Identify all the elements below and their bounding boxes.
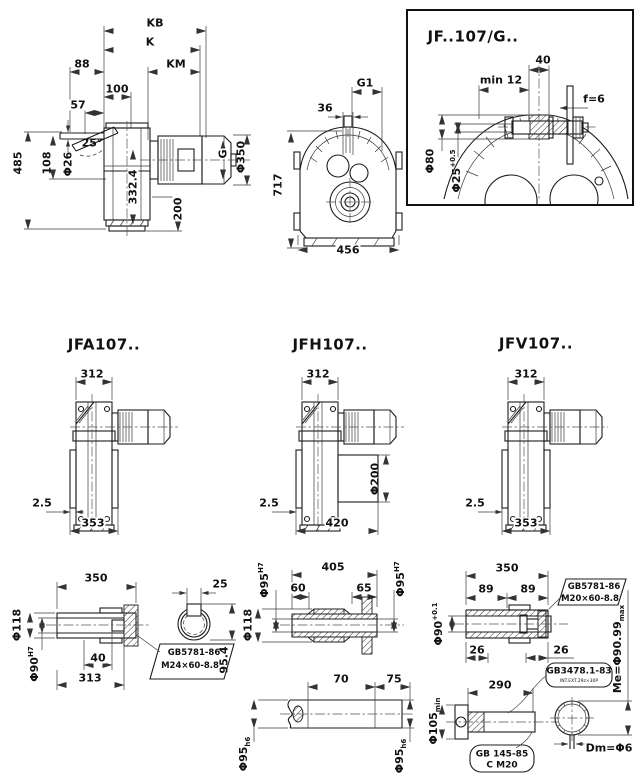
dim-108: 108: [40, 151, 54, 175]
dim-350: 350: [84, 571, 108, 585]
detail-title: JF..107/G..: [427, 27, 519, 46]
dim-k: K: [145, 35, 155, 49]
dim-70: 70: [333, 672, 349, 686]
dim-f6: f=6: [583, 92, 605, 106]
dim-phi200: Φ200: [368, 462, 382, 496]
detail-view: [406, 9, 634, 206]
dim-89-a: 89: [478, 582, 494, 596]
dim-353: 353: [81, 516, 105, 530]
dim-phi118: Φ118: [10, 608, 24, 642]
dim-g: G: [216, 149, 230, 159]
variant-title: JFH107..: [292, 335, 368, 354]
dim-26-b: 26: [553, 643, 569, 657]
callout-bolt-standard: GB5781-86: [167, 647, 221, 658]
dim-phi26: Φ26: [61, 151, 75, 177]
variant-jfv: [440, 332, 612, 538]
hollow-shaft-section-v: [428, 552, 643, 782]
dim-phi95-h7-left: $\Phi 95^{H7}$: [257, 562, 271, 598]
variant-jfa: [30, 332, 195, 538]
dim-phi25: $\Phi 25^{+0.5}$: [449, 149, 463, 193]
dim-200: 200: [171, 197, 185, 221]
dim-40: 40: [535, 53, 551, 67]
dim-40: 40: [90, 651, 106, 665]
dim-25-key: 25: [212, 577, 228, 591]
callout-spline-standard: GB3478.1-83: [546, 666, 612, 677]
dim-phi95-h7-right: $\Phi 95^{H7}$: [393, 561, 407, 597]
dim-phi95-h6-right: $\Phi 95_{h6}$: [392, 738, 409, 774]
dim-phi80: Φ80: [423, 148, 437, 174]
dim-phi350: Φ350: [234, 140, 248, 174]
variant-jfh: [240, 332, 410, 538]
dim-350: 350: [495, 561, 519, 575]
hollow-shaft-a-drawing: [10, 552, 238, 712]
dim-kb: KB: [146, 16, 164, 30]
dim-313: 313: [78, 671, 102, 685]
dim-75: 75: [386, 672, 402, 686]
dim-phi95-h6-left: $\Phi 95_{h6}$: [236, 736, 253, 772]
dim-312: 312: [80, 367, 104, 381]
dim-angle-25: 25°: [81, 136, 103, 150]
callout-center-standard: GB 145-85: [475, 749, 529, 760]
hollow-shaft-section-h: [236, 552, 416, 782]
dim-456: 456: [336, 243, 360, 257]
dim-2-5: 2.5: [32, 496, 52, 510]
dim-60: 60: [290, 581, 306, 595]
side-view-drawing: [10, 8, 260, 243]
dim-485: 485: [11, 151, 25, 175]
dim-717: 717: [271, 173, 285, 197]
dim-332-4: 332.4: [126, 169, 140, 205]
hollow-shaft-section-a: [10, 552, 238, 712]
dim-57: 57: [70, 98, 86, 112]
dim-312: 312: [306, 367, 330, 381]
dim-dm: Dm=Φ6: [585, 741, 633, 755]
callout-bolt-standard: GB5781-86: [567, 581, 621, 592]
dim-2-5: 2.5: [465, 496, 485, 510]
dim-353: 353: [514, 516, 538, 530]
dim-phi90-h7: $\Phi 90^{H7}$: [27, 646, 41, 682]
dim-min12: min 12: [479, 73, 523, 87]
variant-title: JFA107..: [67, 335, 141, 354]
callout-center-spec: C M20: [486, 760, 518, 771]
dim-phi90-tol: $\Phi 90^{+0.1}$: [431, 602, 445, 646]
dim-405: 405: [321, 560, 345, 574]
callout-spline-spec: INT.EXT.29z×30P: [559, 678, 599, 684]
variant-jfa-drawing: [30, 332, 195, 538]
dim-36: 36: [317, 101, 333, 115]
dim-phi105-min: $\Phi 105_{min}$: [426, 697, 443, 745]
dim-km: KM: [166, 57, 186, 71]
front-view-drawing: [262, 45, 408, 260]
side-view: [10, 8, 260, 243]
front-view: [262, 45, 408, 260]
dim-420: 420: [325, 516, 349, 530]
dim-312: 312: [514, 367, 538, 381]
variant-title: JFV107..: [498, 334, 574, 353]
dim-65: 65: [356, 581, 372, 595]
dim-2-5: 2.5: [259, 496, 279, 510]
dim-26-a: 26: [469, 643, 485, 657]
dim-me: $Me=\Phi 90.99_{max}$: [610, 604, 627, 694]
dim-95-4: 95.4: [217, 646, 231, 674]
dim-88: 88: [74, 57, 90, 71]
dim-phi118: Φ118: [241, 608, 255, 642]
callout-bolt-size: M24×60-8.8: [161, 660, 219, 671]
dim-89-b: 89: [520, 582, 536, 596]
dim-100: 100: [105, 82, 129, 96]
dim-g1: G1: [356, 76, 374, 90]
callout-bolt-size: M20×60-8.8: [561, 593, 619, 604]
dim-290: 290: [488, 678, 512, 692]
